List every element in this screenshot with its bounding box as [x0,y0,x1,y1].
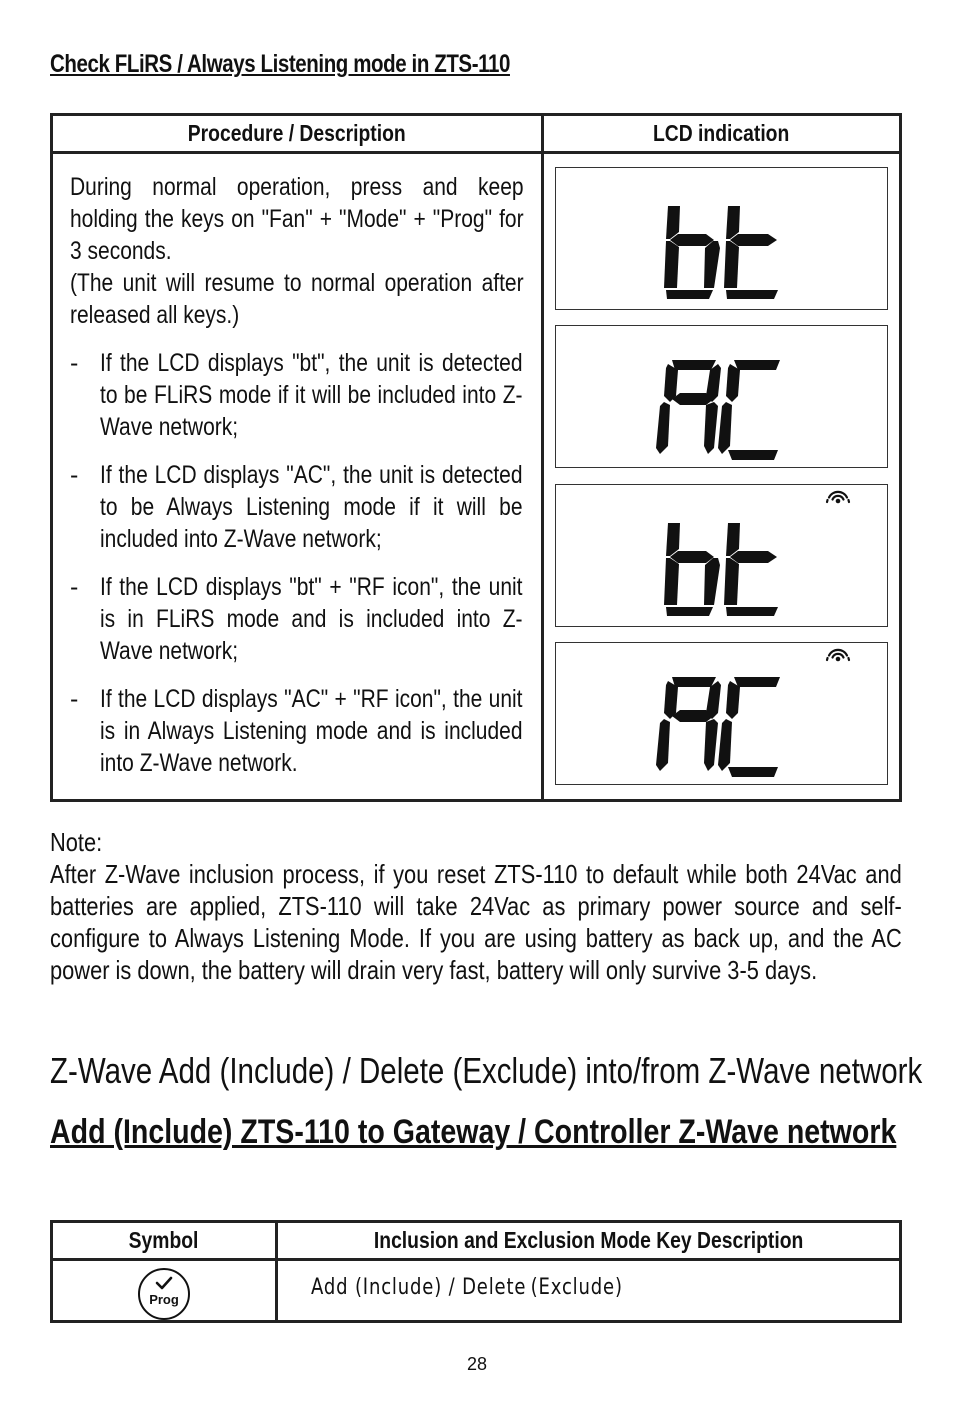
key-table [50,1220,902,1323]
mode-table [50,113,902,802]
bullet-bt-rf: If the LCD displays "bt" + "RF icon", the unit is in FLiRS mode and is included into Z-Wave network; [100,573,523,665]
header-divider [53,151,899,154]
procedure-intro: During normal operation, press and keep holding the keys on "Fan" + "Mode" + "Prog" for 3 seconds. (The unit will resume to normal operation after released all keys.) [70,173,524,329]
lcd-text-ac [656,677,780,777]
header-lcd-indication: LCD indication [653,120,790,146]
prog-check-icon [137,1267,191,1321]
rf-signal-icon [827,492,849,503]
lcd-panel-bt [555,167,888,310]
bullet-marker: - [70,461,79,489]
lcd-text-ac [656,360,780,460]
bullet-bt: If the LCD displays "bt", the unit is detected to be FLiRS mode if it will be included into Z-Wave network; [100,349,523,441]
header-key-description: Inclusion and Exclusion Mode Key Description [373,1227,804,1253]
zwave-heading: Z-Wave Add (Include) / Delete (Exclude) into/from Z-Wave network [50,1050,923,1091]
bullet-ac-rf: If the LCD displays "AC" + "RF icon", the unit is in Always Listening mode and is included into Z-Wave network. [100,685,523,777]
rf-signal-icon [827,650,849,661]
note-label: Note: [50,827,103,857]
section-heading: Check FLiRS / Always Listening mode in ZTS-110 [50,50,510,78]
bullet-marker: - [70,573,79,601]
lcd-panel-ac [555,325,888,468]
bullet-ac: If the LCD displays "AC", the unit is detected to be Always Listening mode if it will be included into Z-Wave network; [100,461,523,553]
note-body: After Z-Wave inclusion process, if you reset ZTS-110 to default while both 24Vac and batteries are applied, ZTS-110 will take 24Vac as primary power source and self-configure to Always Listening Mode. If you are using battery as back up, and the AC power is down, the battery will drain very fast, battery will only survive 3-5 days. [50,859,902,985]
lcd-panel-bt-rf [555,484,888,627]
header-symbol: Symbol [129,1227,199,1253]
header-procedure: Procedure / Description [188,120,406,146]
bullet-marker: - [70,685,79,713]
add-include-heading: Add (Include) ZTS-110 to Gateway / Controller Z-Wave network [50,1113,897,1151]
page-number: 28 [466,1354,488,1374]
bullet-marker: - [70,349,79,377]
prog-symbol-label: Prog [149,1292,179,1307]
key-description: Add (Include) / Delete (Exclude) [311,1275,623,1300]
lcd-panel-ac-rf [555,642,888,785]
column-divider [541,116,544,799]
header-divider [53,1258,899,1261]
lcd-text-bt [664,523,778,616]
lcd-text-bt [664,206,778,299]
